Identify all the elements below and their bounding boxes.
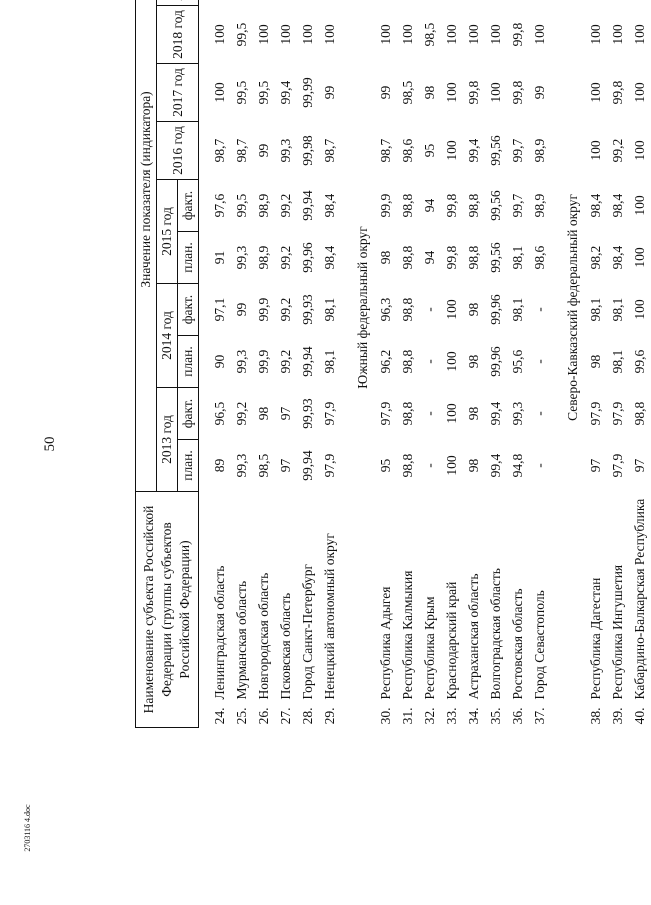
indicator-table — [135, 0, 651, 728]
region-name: Ростовская область — [510, 588, 525, 700]
value-cell: 99,8 — [510, 22, 525, 47]
spacer-row — [551, 0, 561, 728]
value-cell: 98,1 — [510, 297, 525, 322]
value-cell — [375, 0, 397, 6]
value-cell: 98,6 — [400, 138, 415, 163]
value-cell: 97,9 — [588, 401, 603, 426]
value-cell: 94 — [422, 198, 437, 213]
value-cell: 98 — [256, 406, 271, 421]
value-cell: 100 — [278, 24, 293, 45]
value-cell: 98,7 — [378, 138, 393, 163]
value-cell: 98,8 — [400, 453, 415, 478]
spacer-row — [199, 0, 210, 728]
table-row — [209, 0, 231, 728]
value-cell: 100 — [444, 24, 459, 45]
row-number: 25. — [234, 707, 249, 725]
value-cell — [275, 0, 297, 6]
value-cell — [419, 0, 441, 6]
value-cell: 100 — [444, 140, 459, 161]
region-name: Мурманская область — [234, 580, 249, 700]
value-cell: 97 — [588, 458, 603, 473]
value-cell: 98,7 — [322, 138, 337, 163]
value-cell: 98 — [466, 406, 481, 421]
value-cell: 99 — [234, 302, 249, 317]
value-cell: 98,9 — [256, 193, 271, 218]
table-row — [397, 0, 419, 728]
value-cell: 89 — [212, 458, 227, 473]
section-row — [351, 0, 375, 728]
region-name: Ненецкий автономный округ — [322, 533, 337, 700]
value-cell: 100 — [444, 403, 459, 424]
value-cell: 98,8 — [400, 297, 415, 322]
region-name: Ленинградская область — [212, 565, 227, 700]
value-cell: 99,2 — [278, 349, 293, 374]
value-cell — [463, 0, 485, 6]
value-cell: 98,8 — [466, 245, 481, 270]
table-row — [585, 0, 607, 728]
table-row — [485, 0, 507, 728]
value-cell: 96,5 — [212, 401, 227, 426]
row-number: 26. — [256, 707, 271, 725]
header-year-2017: 2017 год — [157, 64, 199, 122]
header-year-2013: 2013 год — [157, 388, 178, 492]
value-cell — [507, 0, 529, 6]
value-cell: 98,4 — [588, 193, 603, 218]
value-cell — [441, 0, 463, 6]
value-cell: 96,3 — [378, 297, 393, 322]
header-plan: план. — [178, 336, 199, 388]
value-cell: 97,9 — [322, 453, 337, 478]
table-row — [607, 0, 629, 728]
header-values-group: Значение показателя (индикатора) — [136, 0, 157, 492]
value-cell: 99,99 — [300, 77, 315, 108]
value-cell: 98,2 — [588, 245, 603, 270]
value-cell — [231, 0, 253, 6]
value-cell: 99,96 — [300, 242, 315, 273]
value-cell: 99,8 — [444, 193, 459, 218]
region-name: Краснодарский край — [444, 581, 459, 700]
value-cell: 98,9 — [256, 245, 271, 270]
value-cell: 97 — [278, 458, 293, 473]
table-row — [375, 0, 397, 728]
row-number: 35. — [488, 707, 503, 725]
table-row — [319, 0, 341, 728]
value-cell: 98,4 — [322, 245, 337, 270]
value-cell: 99,9 — [378, 193, 393, 218]
row-number: 39. — [610, 707, 625, 725]
row-number: 30. — [378, 707, 393, 725]
value-cell: 98 — [588, 354, 603, 369]
row-number: 37. — [532, 707, 547, 725]
table-row — [441, 0, 463, 728]
value-cell: 97,9 — [378, 401, 393, 426]
value-cell: 98 — [466, 458, 481, 473]
row-number: 38. — [588, 707, 603, 725]
value-cell: 99 — [378, 85, 393, 100]
region-name: Астраханская область — [466, 573, 481, 700]
table-body — [199, 0, 651, 728]
value-cell: - — [532, 463, 547, 468]
region-name: Город Севастополь — [532, 590, 547, 700]
value-cell: 99,94 — [300, 450, 315, 481]
value-cell: 100 — [488, 24, 503, 45]
value-cell: 99,2 — [278, 245, 293, 270]
region-name: Кабардино-Балкарская Республика — [632, 498, 647, 700]
value-cell: 100 — [588, 140, 603, 161]
value-cell: 99,5 — [234, 22, 249, 47]
value-cell: 99,9 — [256, 297, 271, 322]
value-cell: 100 — [256, 24, 271, 45]
spacer-cell — [341, 0, 351, 728]
value-cell — [585, 0, 607, 6]
value-cell: 99,8 — [610, 80, 625, 105]
value-cell: 98 — [378, 250, 393, 265]
value-cell: 100 — [610, 24, 625, 45]
header-fact: факт. — [178, 180, 199, 232]
value-cell: 100 — [444, 299, 459, 320]
value-cell: 98,4 — [610, 193, 625, 218]
value-cell: 99,2 — [278, 297, 293, 322]
value-cell: 99,3 — [234, 245, 249, 270]
value-cell: - — [422, 359, 437, 364]
header-plan: план. — [178, 232, 199, 284]
table-row — [463, 0, 485, 728]
value-cell: - — [422, 463, 437, 468]
value-cell: 99,7 — [510, 138, 525, 163]
region-name: Республика Дагестан — [588, 577, 603, 700]
value-cell: 98,9 — [532, 138, 547, 163]
value-cell: 98 — [466, 302, 481, 317]
value-cell: 99,3 — [234, 349, 249, 374]
value-cell: 100 — [212, 24, 227, 45]
value-cell: 96,2 — [378, 349, 393, 374]
value-cell: 99,9 — [256, 349, 271, 374]
value-cell: 99,56 — [488, 242, 503, 273]
header-year-2014: 2014 год — [157, 284, 178, 388]
spacer-row — [341, 0, 351, 728]
region-name: Республика Крым — [422, 596, 437, 700]
value-cell: 98,8 — [400, 349, 415, 374]
value-cell: 98,1 — [610, 349, 625, 374]
value-cell: 99,8 — [444, 245, 459, 270]
value-cell: 99,8 — [510, 80, 525, 105]
value-cell: 100 — [466, 24, 481, 45]
value-cell: 98,1 — [510, 245, 525, 270]
value-cell: 100 — [378, 24, 393, 45]
header-name-column: Наименование субъекта Российской Федерации (группы субъектов Российской Федерации) — [136, 492, 199, 728]
header-year-2016: 2016 год — [157, 122, 199, 180]
row-number: 34. — [466, 707, 481, 725]
table-row — [419, 0, 441, 728]
table-row — [297, 0, 319, 728]
section-row — [561, 0, 585, 728]
value-cell: 100 — [400, 24, 415, 45]
value-cell: 98,1 — [322, 349, 337, 374]
region-name: Волгоградская область — [488, 568, 503, 700]
value-cell: 97,9 — [610, 401, 625, 426]
value-cell: - — [532, 359, 547, 364]
value-cell: 98,4 — [610, 245, 625, 270]
value-cell: 98,7 — [212, 138, 227, 163]
spacer-cell — [199, 0, 210, 728]
table-rotated-container — [135, 0, 647, 728]
value-cell: 99 — [322, 85, 337, 100]
value-cell — [529, 0, 551, 6]
row-number: 40. — [632, 707, 647, 725]
value-cell: 98,1 — [588, 297, 603, 322]
value-cell: 100 — [632, 82, 647, 103]
value-cell: 99,96 — [488, 294, 503, 325]
value-cell: 98,5 — [422, 22, 437, 47]
value-cell: 98,9 — [532, 193, 547, 218]
value-cell: 99,98 — [300, 135, 315, 166]
value-cell: 99 — [256, 143, 271, 158]
value-cell: 100 — [632, 24, 647, 45]
row-number: 33. — [444, 707, 459, 725]
value-cell: 99,3 — [234, 453, 249, 478]
value-cell: 98,8 — [400, 245, 415, 270]
value-cell: 98,5 — [256, 453, 271, 478]
value-cell: 100 — [444, 351, 459, 372]
value-cell — [607, 0, 629, 6]
value-cell: 100 — [444, 82, 459, 103]
value-cell: 98,4 — [322, 193, 337, 218]
table-row — [529, 0, 551, 728]
region-name: Новгородская область — [256, 572, 271, 700]
value-cell: 97,1 — [212, 297, 227, 322]
value-cell: 99,2 — [234, 401, 249, 426]
section-title: Южный федеральный округ — [355, 226, 370, 389]
value-cell: 97,9 — [610, 453, 625, 478]
page-number: 50 — [42, 436, 58, 452]
value-cell: 98 — [466, 354, 481, 369]
header-fact: факт. — [178, 284, 199, 336]
region-name: Республика Калмыкия — [400, 570, 415, 700]
value-cell: 99,93 — [300, 294, 315, 325]
value-cell — [297, 0, 319, 6]
value-cell: 95,6 — [510, 349, 525, 374]
table-row — [629, 0, 651, 728]
value-cell — [397, 0, 419, 6]
value-cell: 98,8 — [466, 193, 481, 218]
value-cell: 99,4 — [488, 401, 503, 426]
value-cell: 99,4 — [466, 138, 481, 163]
footer-document-code: 2703116 4.doc — [23, 804, 32, 852]
value-cell: - — [532, 411, 547, 416]
value-cell: - — [422, 307, 437, 312]
value-cell: 99,2 — [278, 193, 293, 218]
value-cell: 97 — [278, 406, 293, 421]
value-cell: 99,4 — [488, 453, 503, 478]
header-year-2019 — [157, 0, 199, 6]
value-cell — [209, 0, 231, 6]
value-cell: 98,1 — [322, 297, 337, 322]
value-cell: 94,8 — [510, 453, 525, 478]
value-cell: 100 — [532, 24, 547, 45]
value-cell: 99,6 — [632, 349, 647, 374]
region-name: Республика Адыгея — [378, 586, 393, 700]
table-row — [507, 0, 529, 728]
value-cell: 99,5 — [234, 80, 249, 105]
value-cell — [629, 0, 651, 6]
value-cell: 95 — [378, 458, 393, 473]
row-number: 29. — [322, 707, 337, 725]
value-cell — [319, 0, 341, 6]
region-name: Город Санкт-Петербург — [300, 564, 315, 700]
table-row — [231, 0, 253, 728]
value-cell: 94 — [422, 250, 437, 265]
value-cell: 99,4 — [278, 80, 293, 105]
value-cell: 99,3 — [510, 401, 525, 426]
value-cell: 100 — [632, 299, 647, 320]
region-name: Псковская область — [278, 592, 293, 700]
value-cell: 100 — [588, 24, 603, 45]
value-cell: 98,1 — [610, 297, 625, 322]
header-year-2018: 2018 год — [157, 6, 199, 64]
value-cell: 99,94 — [300, 190, 315, 221]
row-number: 31. — [400, 707, 415, 725]
value-cell: 99,5 — [256, 80, 271, 105]
value-cell: 99,3 — [278, 138, 293, 163]
value-cell: 99,56 — [488, 135, 503, 166]
value-cell: 99,93 — [300, 398, 315, 429]
row-number: 32. — [422, 707, 437, 725]
value-cell: 100 — [632, 195, 647, 216]
value-cell: 100 — [488, 82, 503, 103]
row-number: 27. — [278, 707, 293, 725]
header-fact: факт. — [178, 388, 199, 440]
value-cell: 99,7 — [510, 193, 525, 218]
value-cell: 99,5 — [234, 193, 249, 218]
value-cell: 100 — [212, 82, 227, 103]
value-cell: 99,2 — [610, 138, 625, 163]
value-cell: 99,94 — [300, 346, 315, 377]
region-name: Республика Ингушетия — [610, 564, 625, 700]
header-year-2015: 2015 год — [157, 180, 178, 284]
value-cell: 91 — [212, 250, 227, 265]
value-cell — [253, 0, 275, 6]
value-cell: 99,56 — [488, 190, 503, 221]
table-row — [275, 0, 297, 728]
value-cell: 97,6 — [212, 193, 227, 218]
value-cell: 97 — [632, 458, 647, 473]
value-cell: 95 — [422, 143, 437, 158]
section-title: Северо-Кавказский федеральный округ — [565, 193, 580, 421]
value-cell: - — [422, 411, 437, 416]
table-row — [253, 0, 275, 728]
header-plan: план. — [178, 440, 199, 492]
value-cell: 100 — [632, 247, 647, 268]
value-cell: 100 — [588, 82, 603, 103]
value-cell — [485, 0, 507, 6]
value-cell: 98,8 — [632, 401, 647, 426]
value-cell: 98,5 — [400, 80, 415, 105]
value-cell: 97,9 — [322, 401, 337, 426]
value-cell: 98,7 — [234, 138, 249, 163]
value-cell: 98 — [422, 85, 437, 100]
value-cell: 100 — [444, 455, 459, 476]
row-number: 36. — [510, 707, 525, 725]
row-number: 28. — [300, 707, 315, 725]
value-cell: 90 — [212, 354, 227, 369]
spacer-cell — [551, 0, 561, 728]
row-number: 24. — [212, 707, 227, 725]
value-cell: - — [532, 307, 547, 312]
value-cell: 100 — [322, 24, 337, 45]
value-cell: 100 — [632, 140, 647, 161]
value-cell: 98,8 — [400, 401, 415, 426]
table-header — [136, 0, 199, 728]
value-cell: 99,96 — [488, 346, 503, 377]
value-cell: 98,8 — [400, 193, 415, 218]
value-cell: 98,6 — [532, 245, 547, 270]
value-cell: 99,8 — [466, 80, 481, 105]
value-cell: 100 — [300, 24, 315, 45]
value-cell: 99 — [532, 85, 547, 100]
